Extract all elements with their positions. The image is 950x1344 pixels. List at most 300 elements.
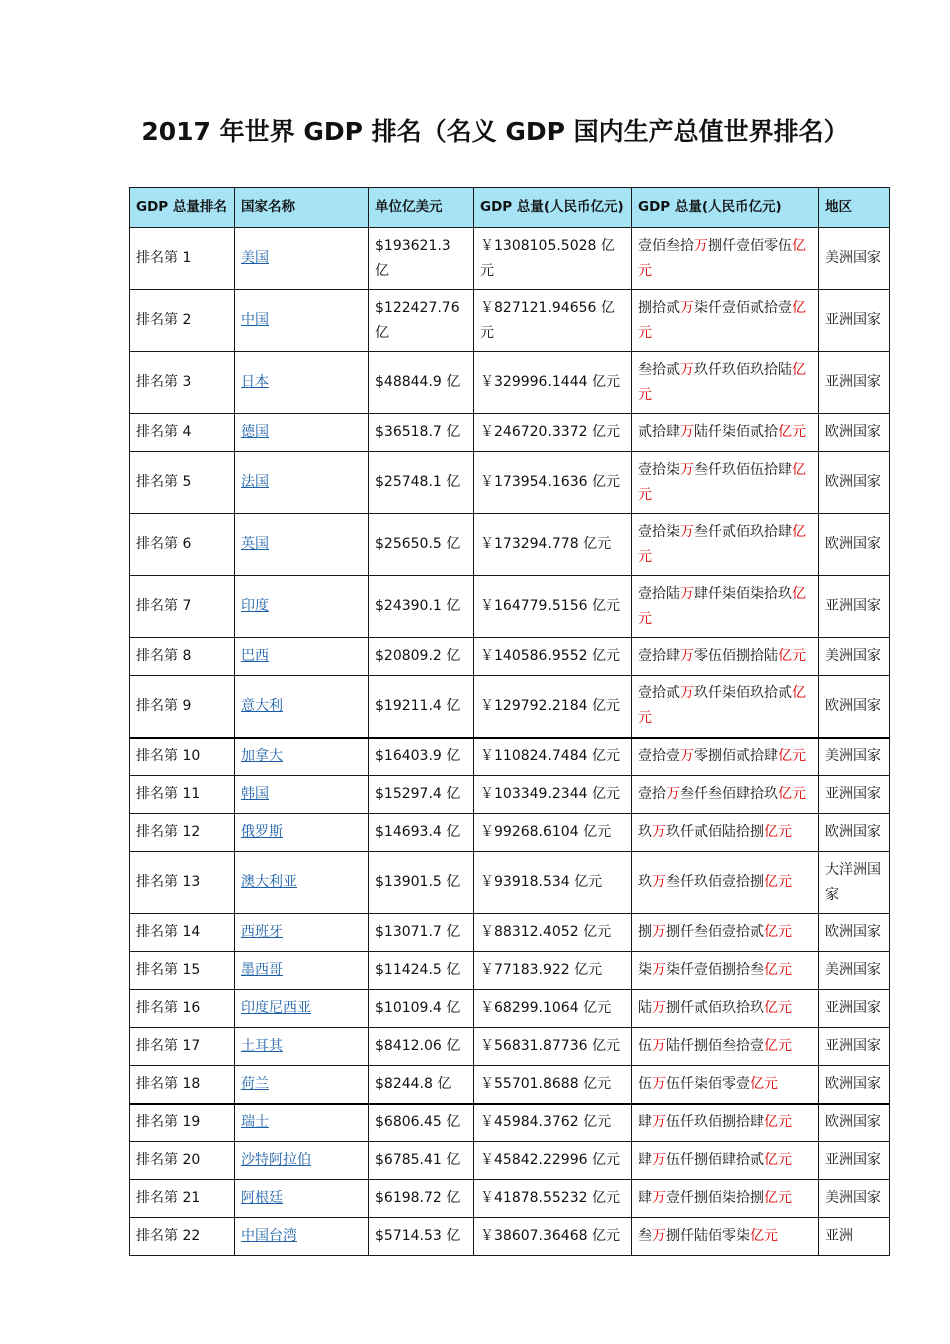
country-link[interactable]: 法国 (241, 474, 269, 490)
rank-cell (130, 638, 235, 676)
cny-words-part: 玖仟柒佰玖拾贰 (694, 685, 792, 702)
rank-text: 排名第 5 (136, 474, 192, 490)
cny-words-part: 贰拾肆 (638, 424, 680, 440)
cny-words-cell (632, 638, 819, 676)
usd-cell (369, 576, 474, 638)
region-text: 欧洲国家 (825, 474, 881, 490)
cny-words-cell (632, 576, 819, 638)
rank-cell (130, 1218, 235, 1256)
cny-words-yi: 亿元 (638, 361, 806, 403)
cny-value: ￥103349.2344 亿元 (480, 786, 620, 802)
cny-value: ￥41878.55232 亿元 (480, 1190, 620, 1206)
cny-value: ￥68299.1064 亿元 (480, 1000, 612, 1016)
usd-value: $6806.45 亿 (375, 1114, 461, 1131)
cny-words-part: 捌仟贰佰玖拾玖 (666, 1000, 764, 1016)
cny-words-cell (632, 1028, 819, 1066)
rank-cell (130, 738, 235, 776)
country-link[interactable]: 中国台湾 (241, 1228, 297, 1244)
region-text: 欧洲国家 (825, 924, 881, 940)
region-text: 美洲国家 (825, 962, 881, 978)
usd-cell (369, 514, 474, 576)
region-text: 美洲国家 (825, 748, 881, 765)
usd-cell (369, 1218, 474, 1256)
cny-words-wan: 万 (694, 237, 708, 254)
cny-words-part: 捌仟壹佰零伍 (708, 237, 792, 254)
region-text: 欧洲国家 (825, 1075, 881, 1092)
country-link[interactable]: 德国 (241, 424, 269, 440)
cny-words-yi: 亿元 (778, 786, 806, 802)
cny-words-yi: 亿元 (764, 962, 792, 978)
cny-words-part: 伍 (638, 1075, 652, 1092)
usd-value: $6785.41 亿 (375, 1152, 461, 1168)
cny-words-cell (632, 814, 819, 852)
rank-text: 排名第 22 (136, 1228, 201, 1244)
cny-words-yi: 亿元 (638, 461, 806, 503)
cny-words-yi: 亿元 (764, 1000, 792, 1016)
country-cell (235, 1142, 369, 1180)
table-row (130, 514, 890, 576)
country-cell (235, 914, 369, 952)
region-text: 大洋洲国家 (825, 861, 881, 903)
cny-cell (474, 814, 632, 852)
cny-words-part: 玖仟玖佰玖拾陆 (694, 361, 792, 378)
country-link[interactable]: 沙特阿拉伯 (241, 1152, 311, 1168)
country-cell (235, 1180, 369, 1218)
region-text: 亚洲国家 (825, 1038, 881, 1054)
table-row (130, 990, 890, 1028)
region-cell (819, 414, 890, 452)
country-link[interactable]: 俄罗斯 (241, 824, 283, 840)
region-cell (819, 1028, 890, 1066)
region-cell (819, 1180, 890, 1218)
rank-text: 排名第 10 (136, 748, 201, 765)
rank-text: 排名第 2 (136, 312, 192, 328)
table-row (130, 676, 890, 738)
cny-words-part: 壹佰叁拾 (638, 237, 694, 254)
cny-value: ￥329996.1444 亿元 (480, 374, 620, 390)
cny-words-wan: 万 (652, 1152, 666, 1168)
cny-words-part: 零捌佰贰拾肆 (694, 748, 778, 765)
cny-cell (474, 228, 632, 290)
rank-cell (130, 676, 235, 738)
country-link[interactable]: 韩国 (241, 786, 269, 802)
cny-words-part: 叁仟贰佰玖拾肆 (694, 523, 792, 540)
cny-words-cell (632, 776, 819, 814)
cny-words-cell (632, 738, 819, 776)
cny-words-yi: 亿元 (764, 1114, 792, 1131)
cny-words-wan: 万 (680, 424, 694, 440)
cny-cell (474, 952, 632, 990)
rank-text: 排名第 13 (136, 874, 201, 890)
cny-words-part: 柒仟壹佰贰拾壹 (694, 299, 792, 316)
cny-words-part: 叁拾贰 (638, 361, 680, 378)
cny-words-part: 玖 (638, 874, 652, 890)
country-link[interactable]: 中国 (241, 312, 269, 328)
cny-words-wan: 万 (680, 585, 694, 602)
cny-words-part: 捌仟陆佰零柒 (666, 1228, 750, 1244)
usd-value: $16403.9 亿 (375, 748, 461, 765)
cny-words-yi: 亿元 (764, 1038, 792, 1054)
rank-cell (130, 1066, 235, 1104)
rank-text: 排名第 9 (136, 697, 192, 714)
rank-text: 排名第 3 (136, 374, 192, 390)
cny-words-cell (632, 952, 819, 990)
rank-cell (130, 952, 235, 990)
cny-words-cell (632, 676, 819, 738)
usd-value: $13071.7 亿 (375, 924, 461, 940)
usd-value: $8412.06 亿 (375, 1038, 461, 1054)
rank-cell (130, 990, 235, 1028)
usd-value: $19211.4 亿 (375, 697, 461, 714)
rank-text: 排名第 17 (136, 1038, 201, 1054)
country-link[interactable]: 美国 (241, 250, 269, 266)
table-row (130, 914, 890, 952)
rank-text: 排名第 4 (136, 424, 192, 440)
usd-cell (369, 814, 474, 852)
rank-cell (130, 852, 235, 914)
country-cell (235, 1028, 369, 1066)
cny-words-part: 壹仟捌佰柒拾捌 (666, 1190, 764, 1206)
region-cell (819, 738, 890, 776)
country-link[interactable]: 英国 (241, 536, 269, 552)
cny-words-wan: 万 (680, 648, 694, 664)
header-country: 国家名称 (235, 188, 369, 228)
usd-cell (369, 1104, 474, 1142)
cny-words-yi: 亿元 (750, 1228, 778, 1244)
table-row (130, 738, 890, 776)
cny-words-wan: 万 (652, 1190, 666, 1206)
region-cell (819, 1218, 890, 1256)
country-cell (235, 414, 369, 452)
cny-words-part: 陆仟柒佰贰拾 (694, 424, 778, 440)
rank-text: 排名第 6 (136, 536, 192, 552)
cny-words-part: 叁仟玖佰壹拾捌 (666, 874, 764, 890)
cny-words-wan: 万 (652, 1114, 666, 1131)
cny-words-wan: 万 (652, 1000, 666, 1016)
region-cell (819, 1142, 890, 1180)
cny-words-yi: 亿元 (778, 648, 806, 664)
cny-cell (474, 1104, 632, 1142)
region-text: 亚洲国家 (825, 312, 881, 328)
usd-value: $10109.4 亿 (375, 1000, 461, 1016)
table-row (130, 352, 890, 414)
rank-cell (130, 452, 235, 514)
region-text: 亚洲 (825, 1228, 853, 1244)
country-link[interactable]: 日本 (241, 374, 269, 390)
usd-cell (369, 228, 474, 290)
cny-words-part: 肆仟柒佰柒拾玖 (694, 585, 792, 602)
cny-words-wan: 万 (680, 461, 694, 478)
rank-cell (130, 1028, 235, 1066)
usd-value: $13901.5 亿 (375, 874, 461, 890)
cny-cell (474, 290, 632, 352)
country-link[interactable]: 巴西 (241, 648, 269, 664)
cny-value: ￥99268.6104 亿元 (480, 824, 612, 840)
country-cell (235, 776, 369, 814)
table-row (130, 1028, 890, 1066)
usd-value: $25650.5 亿 (375, 536, 461, 552)
cny-words-part: 捌拾贰 (638, 299, 680, 316)
usd-value: $122427.76 亿 (375, 299, 460, 341)
gdp-ranking-table (129, 187, 890, 1256)
rank-text: 排名第 8 (136, 648, 192, 664)
usd-cell (369, 452, 474, 514)
cny-words-cell (632, 1218, 819, 1256)
rank-text: 排名第 21 (136, 1190, 201, 1206)
country-cell (235, 852, 369, 914)
cny-words-part: 零伍佰捌拾陆 (694, 648, 778, 664)
table-row (130, 452, 890, 514)
region-cell (819, 814, 890, 852)
cny-words-cell (632, 1180, 819, 1218)
usd-cell (369, 914, 474, 952)
usd-cell (369, 990, 474, 1028)
cny-words-yi: 亿元 (764, 924, 792, 940)
rank-cell (130, 576, 235, 638)
rank-text: 排名第 20 (136, 1152, 201, 1168)
rank-cell (130, 514, 235, 576)
country-link[interactable]: 土耳其 (241, 1038, 283, 1054)
country-cell (235, 676, 369, 738)
region-text: 欧洲国家 (825, 536, 881, 552)
table-row (130, 414, 890, 452)
table-row (130, 776, 890, 814)
cny-words-wan: 万 (680, 299, 694, 316)
cny-value: ￥164779.5156 亿元 (480, 598, 620, 614)
cny-words-cell (632, 1142, 819, 1180)
cny-words-yi: 亿元 (764, 1152, 792, 1168)
usd-cell (369, 1028, 474, 1066)
cny-words-part: 壹拾贰 (638, 685, 680, 702)
country-link[interactable]: 西班牙 (241, 924, 283, 940)
region-cell (819, 1066, 890, 1104)
rank-cell (130, 228, 235, 290)
usd-value: $193621.3 亿 (375, 237, 451, 279)
region-cell (819, 1104, 890, 1142)
country-link[interactable]: 澳大利亚 (241, 874, 297, 890)
country-link[interactable]: 意大利 (241, 697, 283, 714)
country-link[interactable]: 阿根廷 (241, 1190, 283, 1206)
cny-words-wan: 万 (680, 748, 694, 765)
cny-cell (474, 676, 632, 738)
cny-words-part: 伍 (638, 1038, 652, 1054)
cny-words-yi: 亿元 (764, 1190, 792, 1206)
rank-cell (130, 352, 235, 414)
header-cny-number: GDP 总量(人民币亿元) (474, 188, 632, 228)
cny-cell (474, 1218, 632, 1256)
cny-value: ￥173294.778 亿元 (480, 536, 612, 552)
cny-words-part: 叁 (638, 1228, 652, 1244)
table-row (130, 576, 890, 638)
country-cell (235, 814, 369, 852)
rank-cell (130, 776, 235, 814)
header-region: 地区 (819, 188, 890, 228)
cny-value: ￥56831.87736 亿元 (480, 1038, 620, 1054)
usd-cell (369, 290, 474, 352)
cny-cell (474, 1028, 632, 1066)
cny-words-cell (632, 852, 819, 914)
usd-value: $11424.5 亿 (375, 962, 461, 978)
cny-words-yi: 亿元 (638, 585, 806, 627)
cny-words-part: 陆仟捌佰叁拾壹 (666, 1038, 764, 1054)
region-text: 欧洲国家 (825, 824, 881, 840)
country-cell (235, 452, 369, 514)
cny-value: ￥110824.7484 亿元 (480, 748, 620, 765)
table-row (130, 1218, 890, 1256)
country-cell (235, 576, 369, 638)
country-cell (235, 1218, 369, 1256)
header-usd: 单位亿美元 (369, 188, 474, 228)
cny-value: ￥129792.2184 亿元 (480, 697, 620, 714)
cny-words-part: 柒仟壹佰捌拾叁 (666, 962, 764, 978)
region-text: 欧洲国家 (825, 424, 881, 440)
rank-text: 排名第 11 (136, 786, 201, 802)
usd-cell (369, 1180, 474, 1218)
cny-value: ￥93918.534 亿元 (480, 874, 603, 890)
cny-words-part: 壹拾肆 (638, 648, 680, 664)
cny-words-part: 壹拾壹 (638, 748, 680, 765)
page-title: 2017 年世界 GDP 排名（名义 GDP 国内生产总值世界排名） (141, 117, 849, 146)
cny-words-wan: 万 (652, 874, 666, 890)
usd-cell (369, 676, 474, 738)
cny-value: ￥45842.22996 亿元 (480, 1152, 620, 1168)
cny-words-wan: 万 (666, 786, 680, 802)
table-row (130, 638, 890, 676)
cny-words-part: 柒 (638, 962, 652, 978)
rank-cell (130, 1180, 235, 1218)
rank-text: 排名第 19 (136, 1114, 201, 1131)
usd-cell (369, 776, 474, 814)
region-text: 亚洲国家 (825, 786, 881, 802)
cny-words-yi: 亿元 (778, 748, 806, 765)
table-row (130, 1066, 890, 1104)
cny-words-yi: 亿元 (750, 1075, 778, 1092)
usd-value: $14693.4 亿 (375, 824, 461, 840)
country-link[interactable]: 荷兰 (241, 1075, 269, 1092)
rank-cell (130, 1142, 235, 1180)
table-header-row (130, 188, 890, 228)
rank-text: 排名第 14 (136, 924, 201, 940)
region-cell (819, 576, 890, 638)
cny-words-part: 壹拾柒 (638, 523, 680, 540)
table-row (130, 952, 890, 990)
country-link[interactable]: 加拿大 (241, 748, 283, 765)
country-cell (235, 638, 369, 676)
rank-text: 排名第 18 (136, 1075, 201, 1092)
country-cell (235, 352, 369, 414)
cny-words-part: 陆 (638, 1000, 652, 1016)
cny-words-yi: 亿元 (778, 424, 806, 440)
rank-text: 排名第 7 (136, 598, 192, 614)
cny-words-cell (632, 228, 819, 290)
cny-cell (474, 914, 632, 952)
usd-value: $6198.72 亿 (375, 1190, 461, 1206)
country-cell (235, 290, 369, 352)
cny-value: ￥77183.922 亿元 (480, 962, 603, 978)
cny-words-cell (632, 414, 819, 452)
region-cell (819, 228, 890, 290)
region-cell (819, 352, 890, 414)
cny-value: ￥88312.4052 亿元 (480, 924, 612, 940)
region-text: 美洲国家 (825, 1190, 881, 1206)
table-row (130, 1104, 890, 1142)
region-text: 美洲国家 (825, 250, 881, 266)
usd-cell (369, 952, 474, 990)
cny-cell (474, 1180, 632, 1218)
cny-words-part: 叁仟玖佰伍拾肆 (694, 461, 792, 478)
usd-cell (369, 738, 474, 776)
cny-words-cell (632, 452, 819, 514)
cny-words-part: 壹拾柒 (638, 461, 680, 478)
cny-words-cell (632, 1066, 819, 1104)
region-cell (819, 852, 890, 914)
cny-cell (474, 352, 632, 414)
cny-words-part: 捌仟叁佰壹拾贰 (666, 924, 764, 940)
usd-cell (369, 352, 474, 414)
cny-cell (474, 514, 632, 576)
cny-cell (474, 1066, 632, 1104)
country-cell (235, 228, 369, 290)
cny-words-part: 肆 (638, 1190, 652, 1206)
cny-cell (474, 452, 632, 514)
rank-cell (130, 414, 235, 452)
cny-words-part: 壹拾陆 (638, 585, 680, 602)
cny-words-wan: 万 (652, 1228, 666, 1244)
region-cell (819, 452, 890, 514)
cny-words-yi: 亿元 (638, 685, 806, 727)
country-link[interactable]: 印度 (241, 598, 269, 614)
usd-value: $20809.2 亿 (375, 648, 461, 664)
usd-cell (369, 852, 474, 914)
cny-cell (474, 776, 632, 814)
cny-value: ￥140586.9552 亿元 (480, 648, 620, 664)
cny-words-yi: 亿元 (764, 874, 792, 890)
country-link[interactable]: 墨西哥 (241, 962, 283, 978)
usd-value: $8244.8 亿 (375, 1075, 452, 1092)
rank-cell (130, 290, 235, 352)
cny-words-yi: 亿元 (638, 237, 806, 279)
cny-cell (474, 414, 632, 452)
cny-words-part: 伍仟柒佰零壹 (666, 1075, 750, 1092)
cny-value: ￥38607.36468 亿元 (480, 1228, 620, 1244)
region-text: 美洲国家 (825, 648, 881, 664)
cny-words-part: 壹拾 (638, 786, 666, 802)
cny-words-part: 玖仟贰佰陆拾捌 (666, 824, 764, 840)
country-link[interactable]: 瑞士 (241, 1114, 269, 1131)
usd-value: $48844.9 亿 (375, 374, 461, 390)
country-cell (235, 738, 369, 776)
cny-words-wan: 万 (652, 924, 666, 940)
country-cell (235, 1104, 369, 1142)
cny-words-wan: 万 (652, 824, 666, 840)
region-cell (819, 952, 890, 990)
rank-text: 排名第 12 (136, 824, 201, 840)
cny-words-yi: 亿元 (638, 299, 806, 341)
cny-words-part: 叁仟叁佰肆拾玖 (680, 786, 778, 802)
rank-text: 排名第 1 (136, 250, 192, 266)
table-row (130, 1180, 890, 1218)
cny-words-part: 肆 (638, 1152, 652, 1168)
country-link[interactable]: 印度尼西亚 (241, 1000, 311, 1016)
cny-cell (474, 1142, 632, 1180)
cny-value: ￥173954.1636 亿元 (480, 474, 620, 490)
usd-value: $25748.1 亿 (375, 474, 461, 490)
rank-cell (130, 914, 235, 952)
table-row (130, 290, 890, 352)
region-cell (819, 676, 890, 738)
cny-words-cell (632, 990, 819, 1028)
rank-text: 排名第 15 (136, 962, 201, 978)
